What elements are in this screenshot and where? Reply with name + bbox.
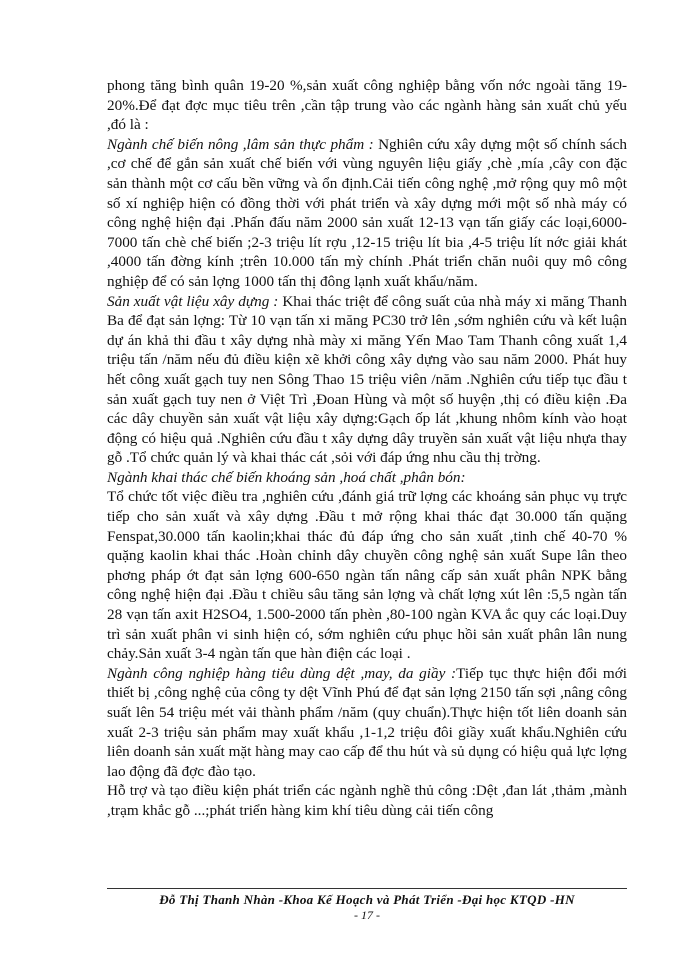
section-heading-food-processing: Ngành chế biến nông ,lâm sản thực phẩm : [107,135,374,153]
paragraph-text: Khai thác triệt để công suất của nhà máy xi măng Thanh Ba để đạt sản lợng: Từ 10 vạn tấn xi măng PC30 trở lên ,sớm nghiên cứu và kết luận dự án khả thi đầu t xây dựng nhà mày xi măng Yến Mao Tam Thanh công xuất 1,4 triệu tấn /năm nếu đủ điều kiện xẽ khởi công xây dựng vào sau năm 2000. Phát huy hết công xuất gạch tuy nen Sông Thao 15 triệu viên /năm .Nghiên cứu tiếp tục đầu t sản xuất gạch tuy nen ở Việt Trì ,Đoan Hùng và một số huyện ,thị có điều kiện .Đa các dây chuyền sản xuất vật liệu xây dựng:Gạch ốp lát ,khung nhôm kính vào hoạt động có hiệu quả .Nghiên cứu đầu t xây dựng dây truyền sản xuất vật liệu nhựa thay gỗ .Tổ chức quản lý và khai thác cát ,sỏi với đáp ứng nhu cầu thị trờng. [107,292,627,467]
section-heading-textiles: Ngành công nghiệp hàng tiêu dùng dệt ,may, da giầy : [107,664,457,682]
paragraph-building-materials [107,292,627,468]
paragraph-intro [107,76,627,135]
paragraph-text: Hỗ trợ và tạo điều kiện phát triển các ngành nghề thủ công :Dệt ,đan lát ,thảm ,mành ,trạm khắc gỗ ...;phát triển hàng kim khí tiêu dùng cải tiến công [107,782,627,819]
footer-author-line: Đỗ Thị Thanh Nhàn -Khoa Kế Hoạch và Phát Triển -Đại học KTQD -HN [159,892,575,907]
paragraph-text: Nghiên cứu xây dựng một số chính sách ,cơ chế để gắn sản xuất chế biến với vùng nguyên liệu giấy ,chè ,mía ,cây con đặc sản thành một cơ cấu bền vững và ổn định.Cải tiến công nghệ ,mở rộng quy mô một số xí nghiệp hiện có đồng thời với phát triển và xây dựng mới một số nhà máy có công nghệ hiện đại .Phấn đấu năm 2000 sản xuất 12-13 vạn tấn giấy các loại,6000-7000 tấn chè chế biến ;2-3 triệu lít rợu ,12-15 triệu lít bia ,4-5 triệu lít nớc giải khát ,4000 tấn đờng kính ;trên 10.000 tấn mỳ chính .Phát triển chăn nuôi quy mô công nghiệp để có sản lợng 1000 tấn thị đông lạnh xuất khẩu/năm. [107,135,627,290]
document-body [107,76,627,821]
paragraph-mining-heading [107,468,627,488]
paragraph-text: Tổ chức tốt việc điều tra ,nghiên cứu ,đánh giá trữ lợng các khoáng sản phục vụ trực tiếp cho sản xuất và xây dựng .Đầu t mở rộng khai thác đạt 30.000 tấn quặng Fenspat,30.000 tấn kaolin;khai thác đủ đáp ứng cho sản xuất ,tinh chế 40-70 % quặng kaolin khai thác .Hoàn chỉnh dây chuyền công nghệ sản xuất Supe lân theo phơng pháp ớt đạt sản lợng 600-650 ngàn tấn nâng cấp sản xuất phân NPK bằng công nghệ hiện đại .Đầu t chiều sâu tăng sản lợng và chất lợng xút lên :5,5 ngàn tấn 28 vạn tấn axit H2SO4, 1.500-2000 tấn phèn ,80-100 ngàn KVA ắc quy các loại.Duy trì sản xuất phân vi sinh hiện có, sớm nghiên cứu phục hồi sản xuất phân lân nung chảy.Sản xuất 3-4 ngàn tấn que hàn điện các loại . [107,488,627,663]
section-heading-building-materials: Sản xuất vật liệu xây dựng : [107,292,279,310]
paragraph-food-processing [107,135,627,292]
paragraph-text: Tiếp tục thực hiện đổi mới thiết bị ,công nghệ của công ty dệt Vĩnh Phú để đạt sản lợng 2150 tấn sợi ,nâng công suất lên 54 triệu mét vải thành phẩm /năm (quy chuẩn).Thực hiện tốt liên doanh sản xuất 2-3 triệu sản phẩm may xuất khẩu ,1-1,2 triệu đôi giầy xuất khẩu.Nghiên cứu liên doanh sản xuất mặt hàng may cao cấp để thu hút và sủ dụng có hiệu quả lực lợng lao động đã đợc đào tạo. [107,664,627,780]
paragraph-handicrafts [107,781,627,820]
paragraph-text: phong tăng bình quân 19-20 %,sản xuất công nghiệp bằng vốn nớc ngoài tăng 19-20%.Để đạt đợc mục tiêu trên ,cần tập trung vào các ngành hàng sản xuất chủ yếu ,đó là : [107,77,627,134]
section-heading-mining-chemicals: Ngành khai thác chế biến khoáng sản ,hoá chất ,phân bón: [107,468,466,486]
paragraph-textiles [107,664,627,782]
footer-divider [107,888,627,889]
page-number: - 17 - [354,908,380,922]
paragraph-mining [107,487,627,663]
